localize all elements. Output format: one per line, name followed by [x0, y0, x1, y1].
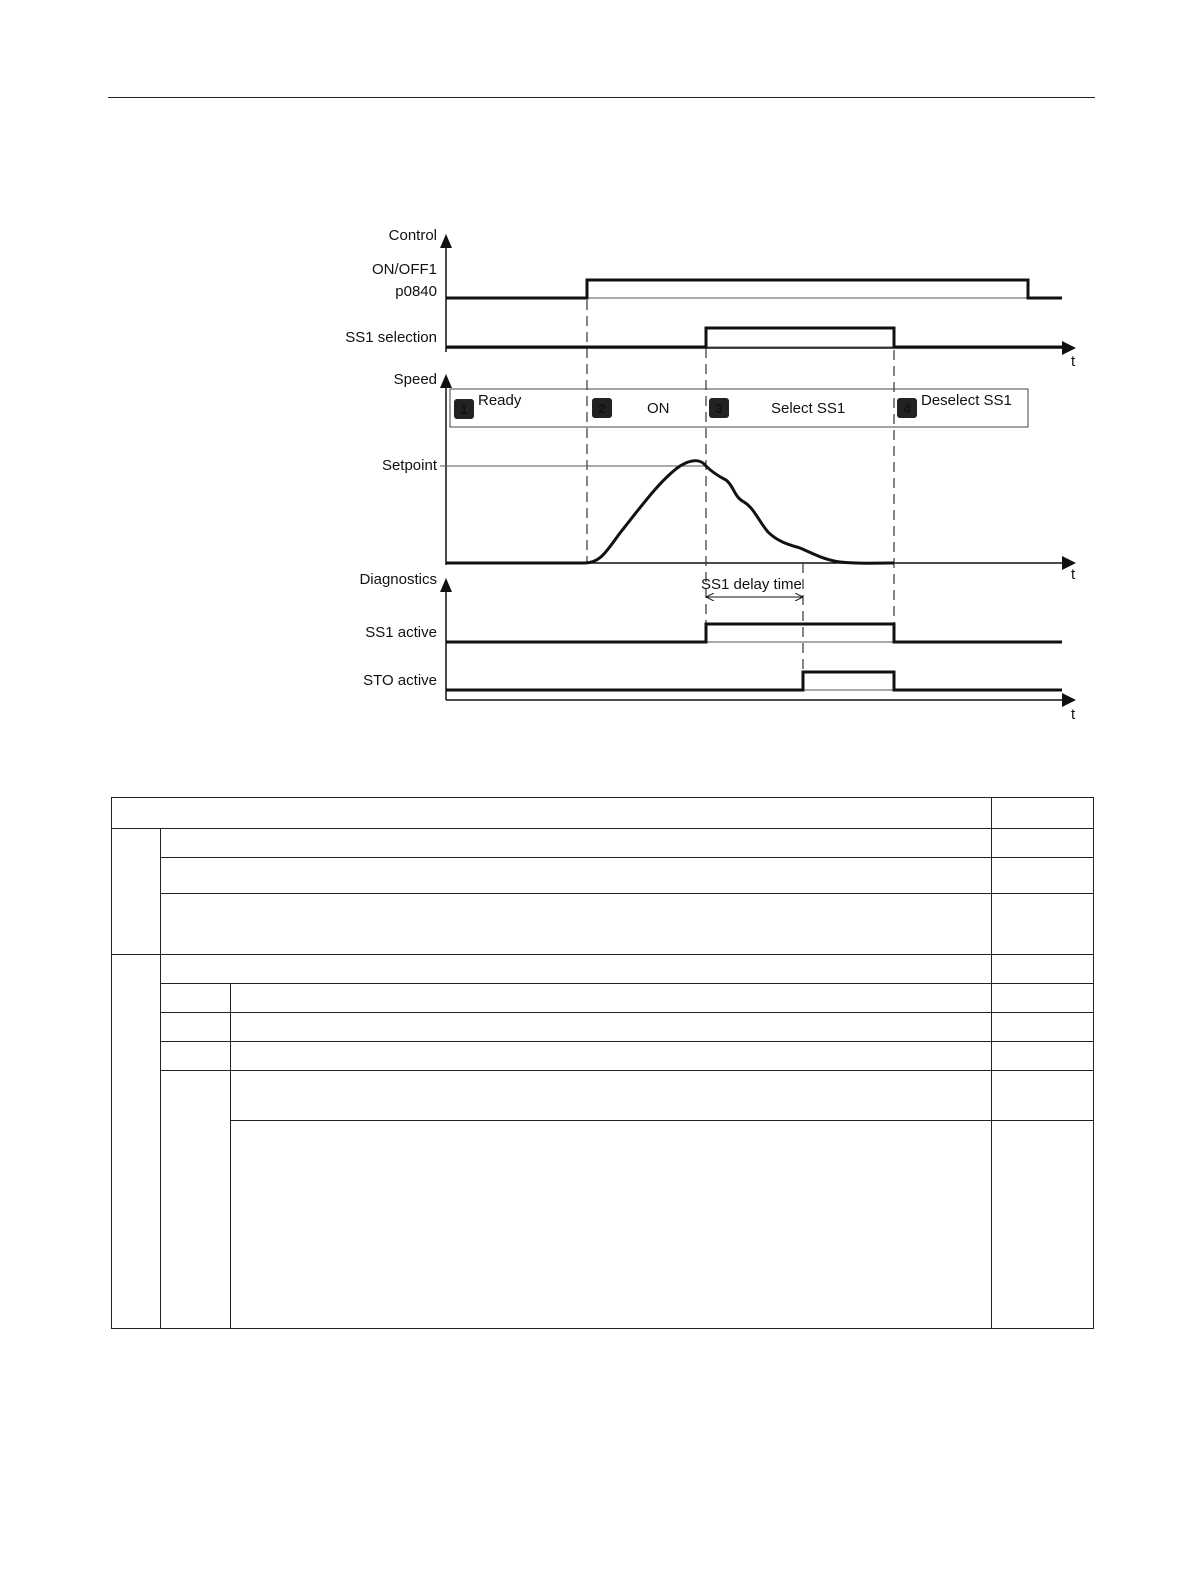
table-row — [112, 1013, 1094, 1042]
ss1-delay-time-label: SS1 delay time — [701, 576, 802, 593]
table-row — [112, 829, 1094, 858]
table-cell — [161, 1013, 231, 1042]
table-cell — [992, 1042, 1094, 1071]
table-cell — [161, 894, 992, 955]
table-cell — [992, 984, 1094, 1013]
procedure-table — [111, 797, 1094, 1329]
table-cell — [231, 1042, 992, 1071]
table-cell — [112, 829, 161, 955]
step-label-deselect-ss1: Deselect SS1 — [921, 392, 1012, 409]
time-axis-label: t — [1071, 706, 1076, 723]
step-badge-3 — [709, 398, 729, 418]
table-cell — [992, 1013, 1094, 1042]
table-cell — [231, 984, 992, 1013]
ss1-active-signal — [446, 624, 1062, 642]
table-cell — [992, 894, 1094, 955]
table-cell — [992, 955, 1094, 984]
step-badge-2 — [592, 398, 612, 418]
table-row — [112, 955, 1094, 984]
table-row — [112, 894, 1094, 955]
step-label-select-ss1: Select SS1 — [771, 400, 846, 417]
on-off1-signal — [446, 280, 1062, 298]
step-badge-4 — [897, 398, 917, 418]
table-cell — [992, 858, 1094, 894]
ss1-timing-diagram — [0, 0, 1191, 780]
table-cell — [112, 955, 161, 1329]
table-cell — [161, 1071, 231, 1329]
table-cell — [161, 829, 992, 858]
p0840-label: p0840 — [395, 283, 437, 300]
table-cell — [992, 798, 1094, 829]
control-label: Control — [388, 227, 437, 244]
table-row — [112, 858, 1094, 894]
table-header-row — [112, 798, 1094, 829]
table-cell — [161, 858, 992, 894]
time-axis-label: t — [1071, 353, 1076, 370]
ss1-selection-label: SS1 selection — [345, 329, 437, 346]
time-axis-label: t — [1071, 566, 1076, 583]
table-cell — [161, 955, 992, 984]
table-cell — [161, 984, 231, 1013]
on-off1-label: ON/OFF1 — [371, 261, 437, 278]
diagnostics-label: Diagnostics — [359, 571, 437, 588]
table-row — [112, 1121, 1094, 1329]
diagnostics-time-arrow-icon — [1062, 693, 1076, 707]
table-cell — [231, 1121, 992, 1329]
sto-active-signal — [446, 672, 1062, 690]
step-number: 3 — [715, 401, 723, 416]
ss1-active-label: SS1 active — [365, 624, 437, 641]
control-axis-arrow-icon — [440, 234, 452, 248]
step-badge-1 — [454, 399, 474, 419]
step-label-ready: Ready — [478, 392, 522, 409]
speed-curve — [446, 461, 894, 564]
step-label-on: ON — [647, 400, 670, 417]
table-cell — [231, 1071, 992, 1121]
step-number: 4 — [903, 401, 911, 416]
setpoint-label: Setpoint — [381, 457, 437, 474]
table-row — [112, 1071, 1094, 1121]
table-cell — [161, 1042, 231, 1071]
speed-label: Speed — [393, 371, 437, 388]
table-cell — [992, 829, 1094, 858]
sto-active-label: STO active — [363, 672, 437, 689]
step-number: 2 — [598, 401, 606, 416]
table-row — [112, 984, 1094, 1013]
diagnostics-axis-arrow-icon — [440, 578, 452, 592]
table-cell — [231, 1013, 992, 1042]
step-number: 1 — [460, 402, 468, 417]
table-cell — [992, 1121, 1094, 1329]
speed-axis-arrow-icon — [440, 374, 452, 388]
table-cell — [112, 798, 992, 829]
table-row — [112, 1042, 1094, 1071]
ss1-selection-signal — [446, 328, 1062, 347]
table-cell — [992, 1071, 1094, 1121]
